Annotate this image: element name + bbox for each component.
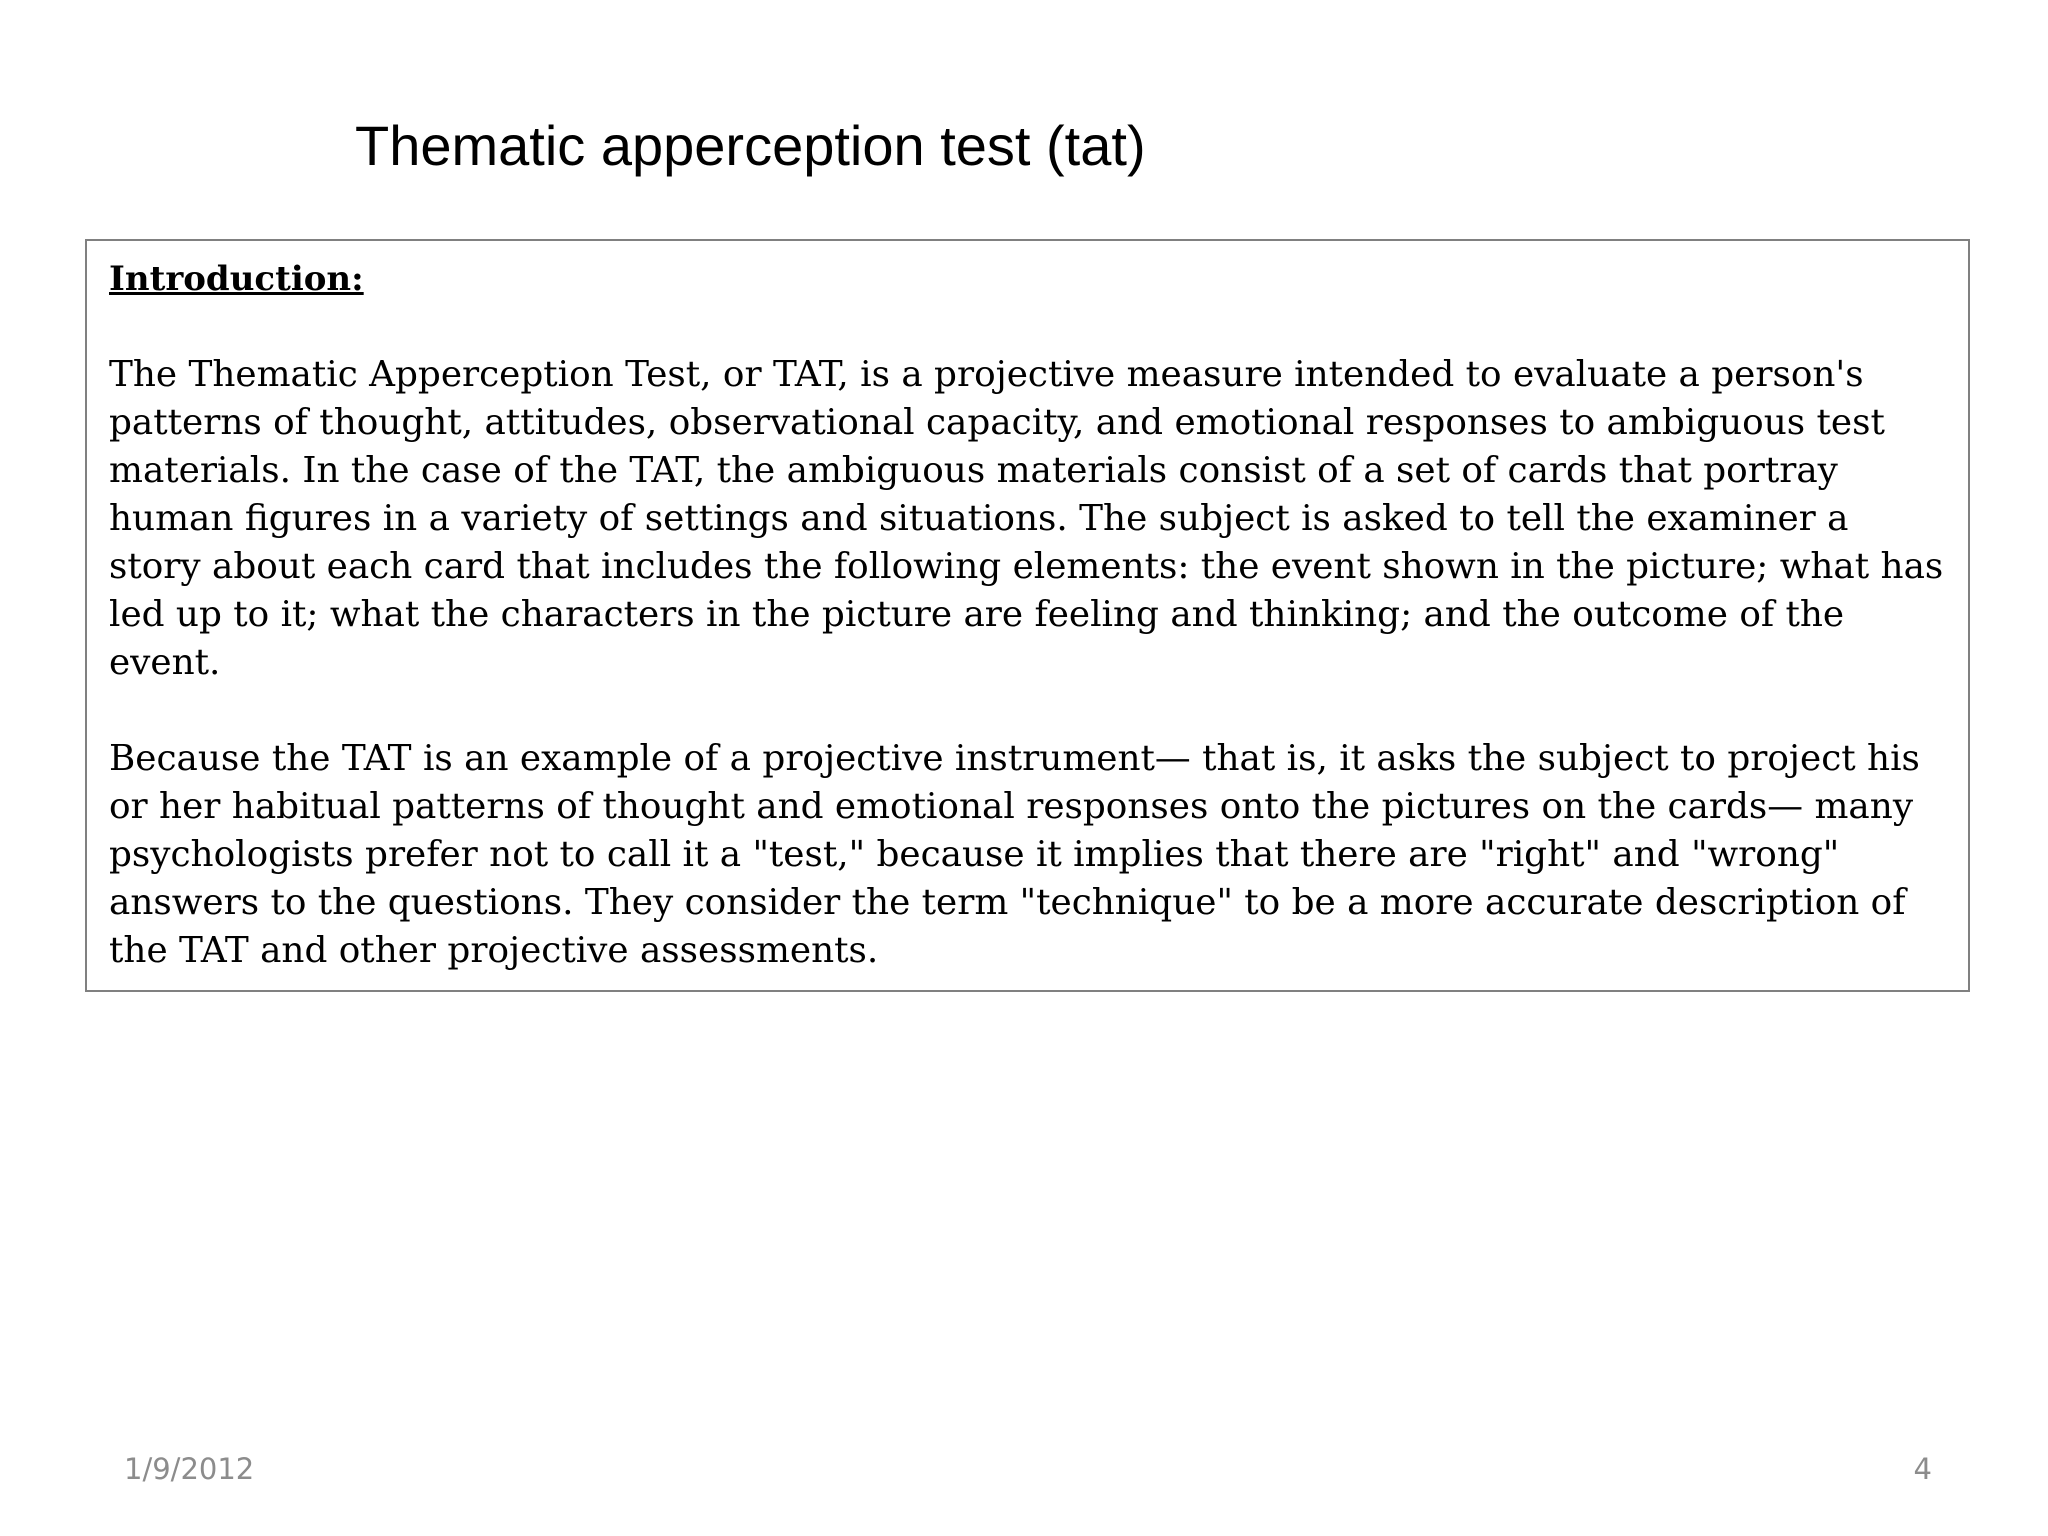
page-number: 4 [1913,1452,1932,1486]
section-heading: Introduction: [109,259,364,299]
paragraph-projective: Because the TAT is an example of a projective instrument— that is, it asks the subject to project his or her habitual patterns of thought and emotional responses onto the pictures on the cards— many psychologists prefer not to call it a "test," because it implies that there are "right" and "wrong" answers to the questions. They consider the term "technique" to be a more accurate description of the TAT and other projective assessments. [109,738,1920,971]
content-box [85,239,1970,992]
paragraph-intro: The Thematic Apperception Test, or TAT, is a projective measure intended to evaluate a person's patterns of thought, attitudes, observational capacity, and emotional responses to ambiguous test materials. In the case of the TAT, the ambiguous materials consist of a set of cards that portray human figures in a variety of settings and situations. The subject is asked to tell the examiner a story about each card that includes the following elements: the event shown in the picture; what has led up to it; what the characters in the picture are feeling and thinking; and the outcome of the event. [109,354,1944,683]
slide-title: Thematic apperception test (tat) [355,114,1146,177]
footer-date: 1/9/2012 [124,1452,255,1486]
